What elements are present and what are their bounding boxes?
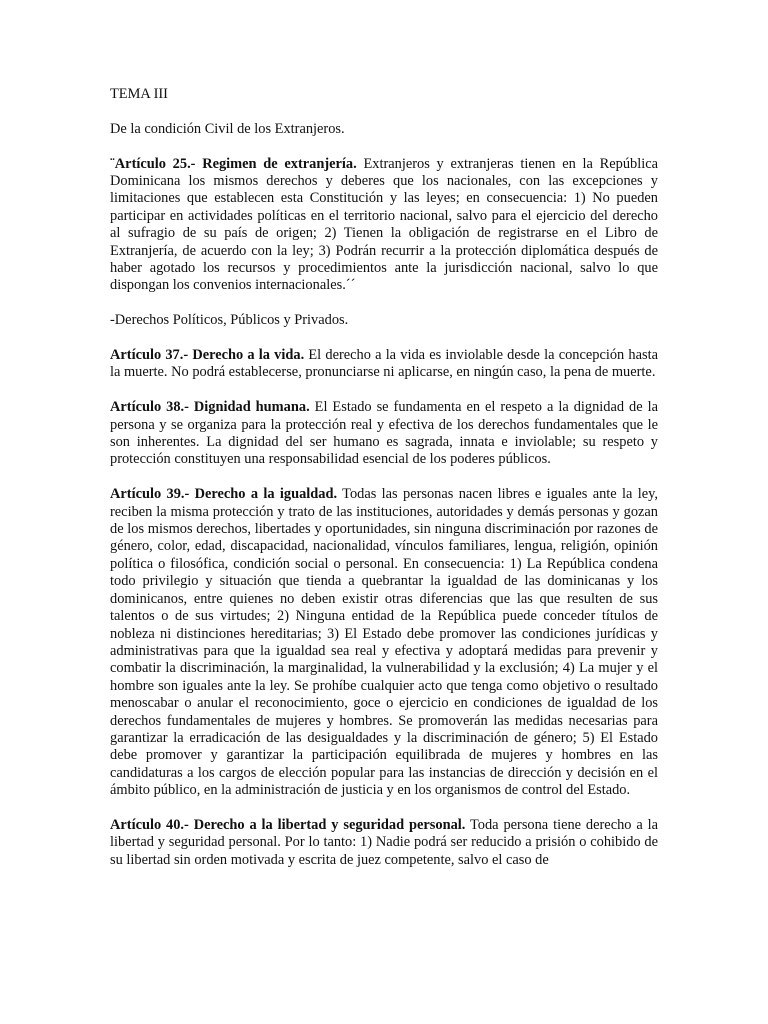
article-25-body: Extranjeros y extranjeras tienen en la República Dominicana los mismos derechos y deberes que los nacionales, con las excepciones y limitaciones que establecen esta Constitución y las leyes; en consecuencia: 1) No pueden participar en actividades políticas en el territorio nacional, salvo para el ejercicio del derecho al sufragio de su país de origen; 2) Tienen la obligación de registrarse en el Libro de Extranjería, de acuerdo con la ley; 3) Podrán recurrir a la protección diplomática después de haber agotado los recursos y procedimientos ante la jurisdicción nacional, salvo lo que dispongan los convenios internacionales.´´ bbox=[110, 155, 658, 294]
article-38 bbox=[110, 399, 658, 469]
article-25 bbox=[110, 156, 658, 295]
article-38-body: El Estado se fundamenta en el respeto a la dignidad de la persona y se organiza para la protección real y efectiva de los derechos fundamentales que le son inherentes. La dignidad del ser humano es sagrada, innata e inviolable; su respeto y protección constituyen una responsabilidad esencial de los poderes públicos. bbox=[110, 399, 658, 468]
article-39-body: Todas las personas nacen libres e iguales ante la ley, reciben la misma protección y trato de las instituciones, autoridades y demás personas y gozan de los mismos derechos, libertades y oportunidades, sin ninguna discriminación por razones de género, color, edad, discapacidad, nacionalidad, vínculos familiares, lengua, religión, opinión política o filosófica, condición social o personal. En consecuencia: 1) La República condena todo privilegio y situación que tienda a quebrantar la igualdad de las dominicanas y los dominicanos, entre quienes no deben existir otras diferencias que las que resulten de sus talentos o de sus virtudes; 2) Ninguna entidad de la República puede conceder títulos de nobleza ni distinciones hereditarias; 3) El Estado debe promover las condiciones jurídicas y administrativas para que la igualdad sea real y efectiva y adoptará medidas para prevenir y combatir la discriminación, la marginalidad, la vulnerabilidad y la exclusión; 4) La mujer y el hombre son iguales ante la ley. Se prohíbe cualquier acto que tenga como objetivo o resultado menoscabar o anular el reconocimiento, goce o ejercicio en condiciones de igualdad de los derechos fundamentales de mujeres y hombres. Se promoverán las medidas necesarias para garantizar la erradicación de las desigualdades y la discriminación de género; 5) El Estado debe promover y garantizar la participación equilibrada de mujeres y hombres en las candidaturas a los cargos de elección popular para las instancias de dirección y decisión en el ámbito público, en la administración de justicia y en los organismos de control del Estado. bbox=[110, 486, 658, 799]
section-rights-heading: -Derechos Políticos, Públicos y Privados. bbox=[110, 312, 349, 329]
article-38-heading: Artículo 38.- Dignidad humana. bbox=[110, 399, 310, 416]
article-25-heading: ¨Artículo 25.- Regimen de extranjería. bbox=[110, 155, 357, 172]
article-39 bbox=[110, 486, 658, 799]
article-39-heading: Artículo 39.- Derecho a la igualdad. bbox=[110, 486, 338, 503]
document-subtitle: De la condición Civil de los Extranjeros. bbox=[110, 120, 345, 137]
article-40 bbox=[110, 817, 658, 869]
article-40-body: Toda persona tiene derecho a la libertad y seguridad personal. Por lo tanto: 1) Nadie podrá ser reducido a prisión o cohibido de su libertad sin orden motivada y escrita de juez competente, salvo el caso de bbox=[110, 816, 659, 868]
document-page bbox=[110, 86, 658, 887]
article-37-heading: Artículo 37.- Derecho a la vida. bbox=[110, 347, 305, 364]
article-40-heading: Artículo 40.- Derecho a la libertad y seguridad personal. bbox=[110, 816, 466, 833]
topic-title: TEMA III bbox=[110, 86, 168, 102]
article-37 bbox=[110, 347, 658, 382]
article-37-body: El derecho a la vida es inviolable desde la concepción hasta la muerte. No podrá establecerse, pronunciarse ni aplicarse, en ningún caso, la pena de muerte. bbox=[110, 347, 659, 381]
